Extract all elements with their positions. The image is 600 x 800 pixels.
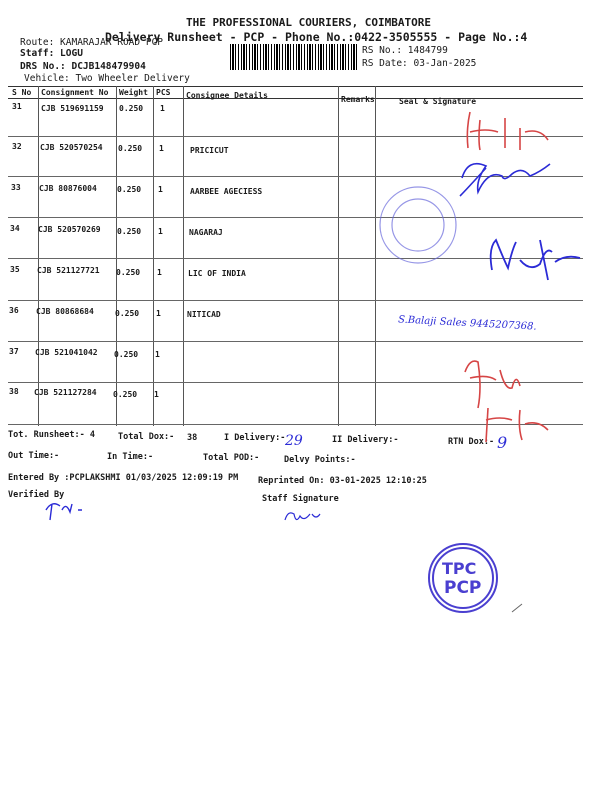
seal-stamp-icon	[380, 187, 456, 263]
row-weight: 0.250	[117, 185, 142, 194]
row-weight: 0.250	[117, 227, 142, 236]
col-header-sno: S No	[12, 88, 32, 97]
row-sno: 32	[12, 142, 22, 151]
row-sno: 36	[9, 306, 19, 315]
row-weight: 0.250	[113, 390, 138, 399]
rtn-dox-handwritten: 9	[497, 433, 508, 452]
row-weight: 0.250	[114, 350, 139, 359]
total-dox-label: Total Dox:-	[118, 432, 175, 442]
out-time-label: Out Time:-	[8, 451, 60, 461]
row-consignment: CJB 80868684	[36, 307, 94, 316]
stamp-text-bottom: PCP	[444, 578, 482, 598]
total-dox-value: 38	[187, 433, 198, 443]
handwritten-phone-note: S.Balaji Sales 9445207368.	[397, 314, 537, 333]
delvy-points-label: Delvy Points:-	[284, 455, 356, 465]
row-consignee: PRICICUT	[190, 146, 229, 155]
row-pcs: 1	[156, 309, 161, 318]
row-consignee: NAGARAJ	[189, 228, 223, 237]
company-name: THE PROFESSIONAL COURIERS, COIMBATORE	[186, 16, 432, 29]
row-consignment: CJB 520570269	[38, 225, 101, 234]
verified-by-label: Verified By	[8, 490, 65, 500]
row-consignment: CJB 520570254	[40, 143, 103, 152]
row-sno: 38	[9, 387, 19, 396]
rtn-dox-label: RTN Dox:-	[448, 437, 495, 447]
col-header-consignment: Consignment No	[41, 88, 109, 97]
signature-row-34	[491, 240, 580, 280]
row-weight: 0.250	[116, 268, 141, 277]
row-consignee: LIC OF INDIA	[188, 269, 246, 278]
col-header-pcs: PCS	[156, 88, 171, 97]
row-consignment: CJB 521127721	[37, 266, 100, 275]
verified-initials	[46, 504, 82, 520]
row-sno: 31	[12, 102, 22, 111]
total-pod-label: Total POD:-	[203, 453, 260, 463]
row-sno: 35	[10, 265, 20, 274]
row-consignment: CJB 521041042	[35, 348, 98, 357]
staff-signature-label: Staff Signature	[262, 494, 339, 504]
stamp-text-top: TPC	[442, 559, 477, 578]
ii-delivery-label: II Delivery:-	[332, 435, 399, 445]
col-header-seal: Seal & Signature	[399, 97, 477, 106]
row-pcs: 1	[154, 390, 159, 399]
vehicle-label: Vehicle: Two Wheeler Delivery	[24, 73, 190, 84]
row-pcs: 1	[159, 144, 164, 153]
row-consignee: NITICAD	[187, 310, 221, 319]
row-weight: 0.250	[119, 104, 144, 113]
rs-number: RS No.: 1484799	[362, 45, 448, 56]
row-pcs: 1	[160, 104, 165, 113]
i-delivery-handwritten: 29	[285, 433, 303, 449]
row-weight: 0.250	[118, 144, 143, 153]
row-consignment: CJB 80876004	[39, 184, 97, 193]
reprinted-on: Reprinted On: 03-01-2025 12:10:25	[258, 476, 427, 486]
row-pcs: 1	[158, 185, 163, 194]
row-sno: 37	[9, 347, 19, 356]
col-header-remarks: Remarks	[341, 95, 375, 104]
row-pcs: 1	[155, 350, 160, 359]
drs-number: DRS No.: DCJB148479904	[20, 61, 146, 72]
signature-row-38	[486, 408, 548, 442]
i-delivery-label: I Delivery:-	[224, 433, 286, 443]
col-header-weight: Weight	[119, 88, 148, 97]
signature-row-31	[467, 112, 548, 150]
row-pcs: 1	[158, 227, 163, 236]
col-header-consignee: Consignee Details	[186, 91, 268, 100]
row-pcs: 1	[157, 268, 162, 277]
signature-row-32	[460, 164, 550, 196]
row-weight: 0.250	[115, 309, 140, 318]
row-consignment: CJB 519691159	[41, 104, 104, 113]
rs-date: RS Date: 03-Jan-2025	[362, 58, 477, 69]
row-consignee: AARBEE AGECIESS	[190, 187, 263, 196]
row-consignment: CJB 521127284	[34, 388, 97, 397]
signature-row-37	[465, 361, 520, 408]
tot-runsheet: Tot. Runsheet:- 4	[8, 430, 95, 440]
row-sno: 34	[10, 224, 20, 233]
runsheet-title: Delivery Runsheet - PCP - Phone No.:0422-3505555 - Page No.:4	[105, 30, 528, 44]
staff-signature-scribble	[285, 513, 320, 520]
staff-label: Staff: LOGU	[20, 48, 83, 59]
in-time-label: In Time:-	[107, 452, 154, 462]
entered-by: Entered By :PCPLAKSHMI 01/03/2025 12:09:19 PM	[8, 473, 239, 483]
route-label: Route: KAMARAJAR ROAD PCP	[20, 37, 163, 48]
row-sno: 33	[11, 183, 21, 192]
